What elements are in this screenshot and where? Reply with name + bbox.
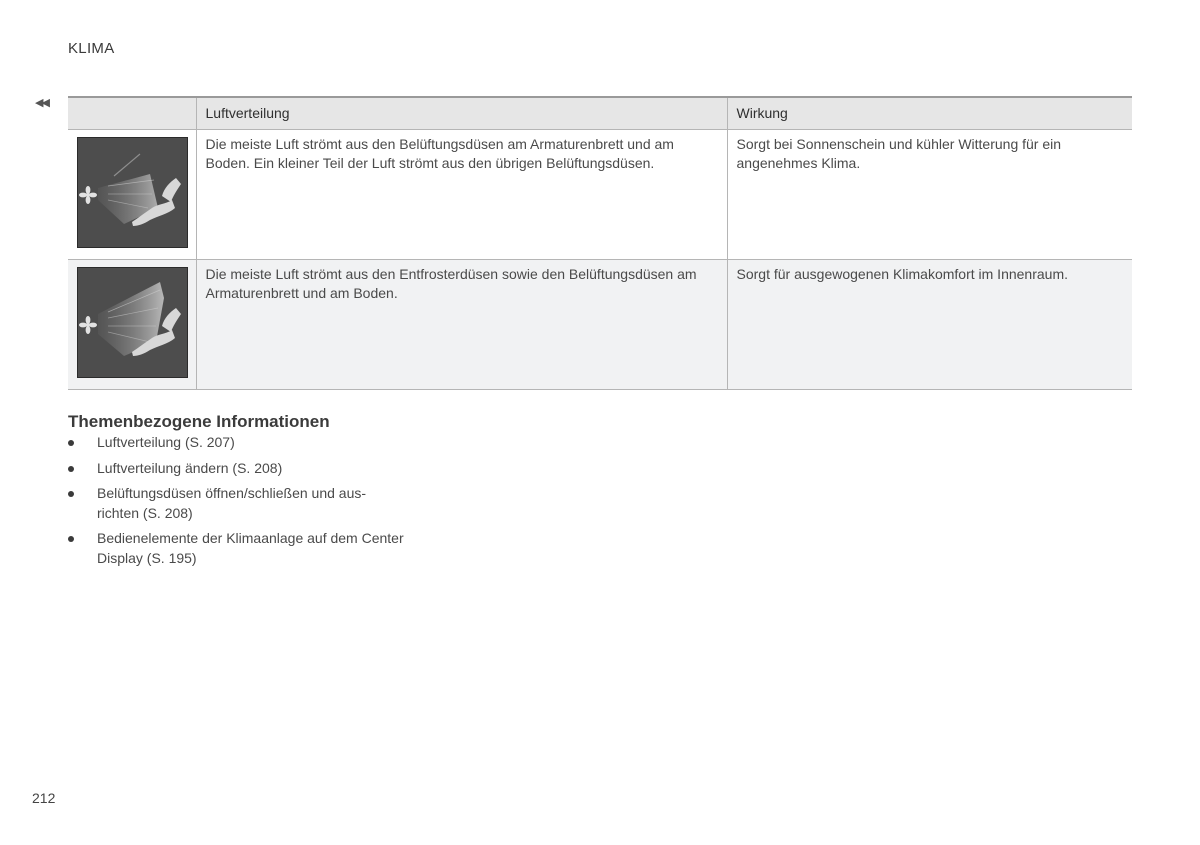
air-distribution-floor-panel-icon [77,137,188,248]
table-cell-image [68,260,196,390]
table-header-effect: Wirkung [727,97,1132,130]
table-row [68,130,1132,260]
bullet-icon [68,440,74,446]
table-header-image [68,97,196,130]
list-item[interactable] [68,529,408,568]
related-link[interactable]: Luftverteilung (S. 207) [97,434,235,450]
table-cell-distribution: Die meiste Luft strömt aus den Belüftungsdüsen am Armaturenbrett und am Boden. Ein kleiner Teil der Luft strömt aus den übrigen Belüftungsdüsen. [196,130,727,260]
table-header-distribution: Luftverteilung [196,97,727,130]
related-link[interactable]: Belüftungsdüsen öffnen/schließen und aus-richten (S. 208) [97,485,367,521]
table-cell-distribution: Die meiste Luft strömt aus den Entfrosterdüsen sowie den Belüftungsdüsen am Armaturenbrett und am Boden. [196,260,727,390]
table-header-row [68,97,1132,130]
list-item[interactable] [68,459,408,479]
list-item[interactable] [68,484,408,523]
related-link[interactable]: Bedienelemente der Klimaanlage auf dem Center Display (S. 195) [97,530,404,566]
list-item[interactable] [68,433,408,453]
related-info-list [68,433,408,574]
table-cell-effect: Sorgt für ausgewogenen Klimakomfort im Innenraum. [727,260,1132,390]
page-number: 212 [32,790,56,806]
bullet-icon [68,466,74,472]
related-info-heading: Themenbezogene Informationen [68,412,330,431]
table-cell-effect: Sorgt bei Sonnenschein und kühler Witterung für ein angenehmes Klima. [727,130,1132,260]
related-link[interactable]: Luftverteilung ändern (S. 208) [97,459,283,476]
section-title: KLIMA [68,40,115,57]
bullet-icon [68,491,74,497]
air-distribution-table [68,96,1132,390]
table-cell-image [68,130,196,260]
continued-from-previous-page-icon: ◀◀ [35,97,48,109]
table-row [68,260,1132,390]
air-distribution-defrost-panel-floor-icon [77,267,188,378]
bullet-icon [68,536,74,542]
